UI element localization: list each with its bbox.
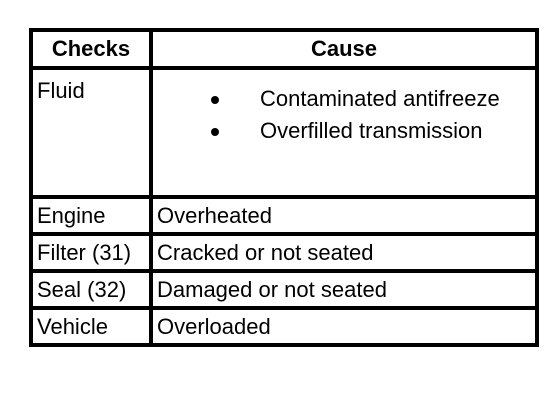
check-cell: Seal (32) — [31, 271, 151, 308]
table-row — [31, 271, 537, 308]
cause-cell — [151, 68, 537, 197]
cause-bullet-list — [157, 83, 531, 147]
checks-column-header: Checks — [31, 30, 151, 68]
check-cell: Filter (31) — [31, 234, 151, 271]
bullet-icon — [211, 96, 219, 104]
list-item — [157, 115, 531, 147]
cause-column-header: Cause — [151, 30, 537, 68]
cause-text: Contaminated antifreeze — [260, 86, 500, 111]
cause-cell: Overheated — [151, 197, 537, 234]
table-row — [31, 68, 537, 197]
table-header-row — [31, 30, 537, 68]
check-cell: Fluid — [31, 68, 151, 197]
table-row — [31, 234, 537, 271]
checks-cause-table — [29, 28, 539, 347]
cause-cell: Cracked or not seated — [151, 234, 537, 271]
cause-text: Overfilled transmission — [260, 118, 483, 143]
table-row — [31, 308, 537, 345]
check-cell: Vehicle — [31, 308, 151, 345]
table-row — [31, 197, 537, 234]
cause-cell: Damaged or not seated — [151, 271, 537, 308]
bullet-icon — [211, 128, 219, 136]
check-cell: Engine — [31, 197, 151, 234]
cause-cell: Overloaded — [151, 308, 537, 345]
list-item — [157, 83, 531, 115]
